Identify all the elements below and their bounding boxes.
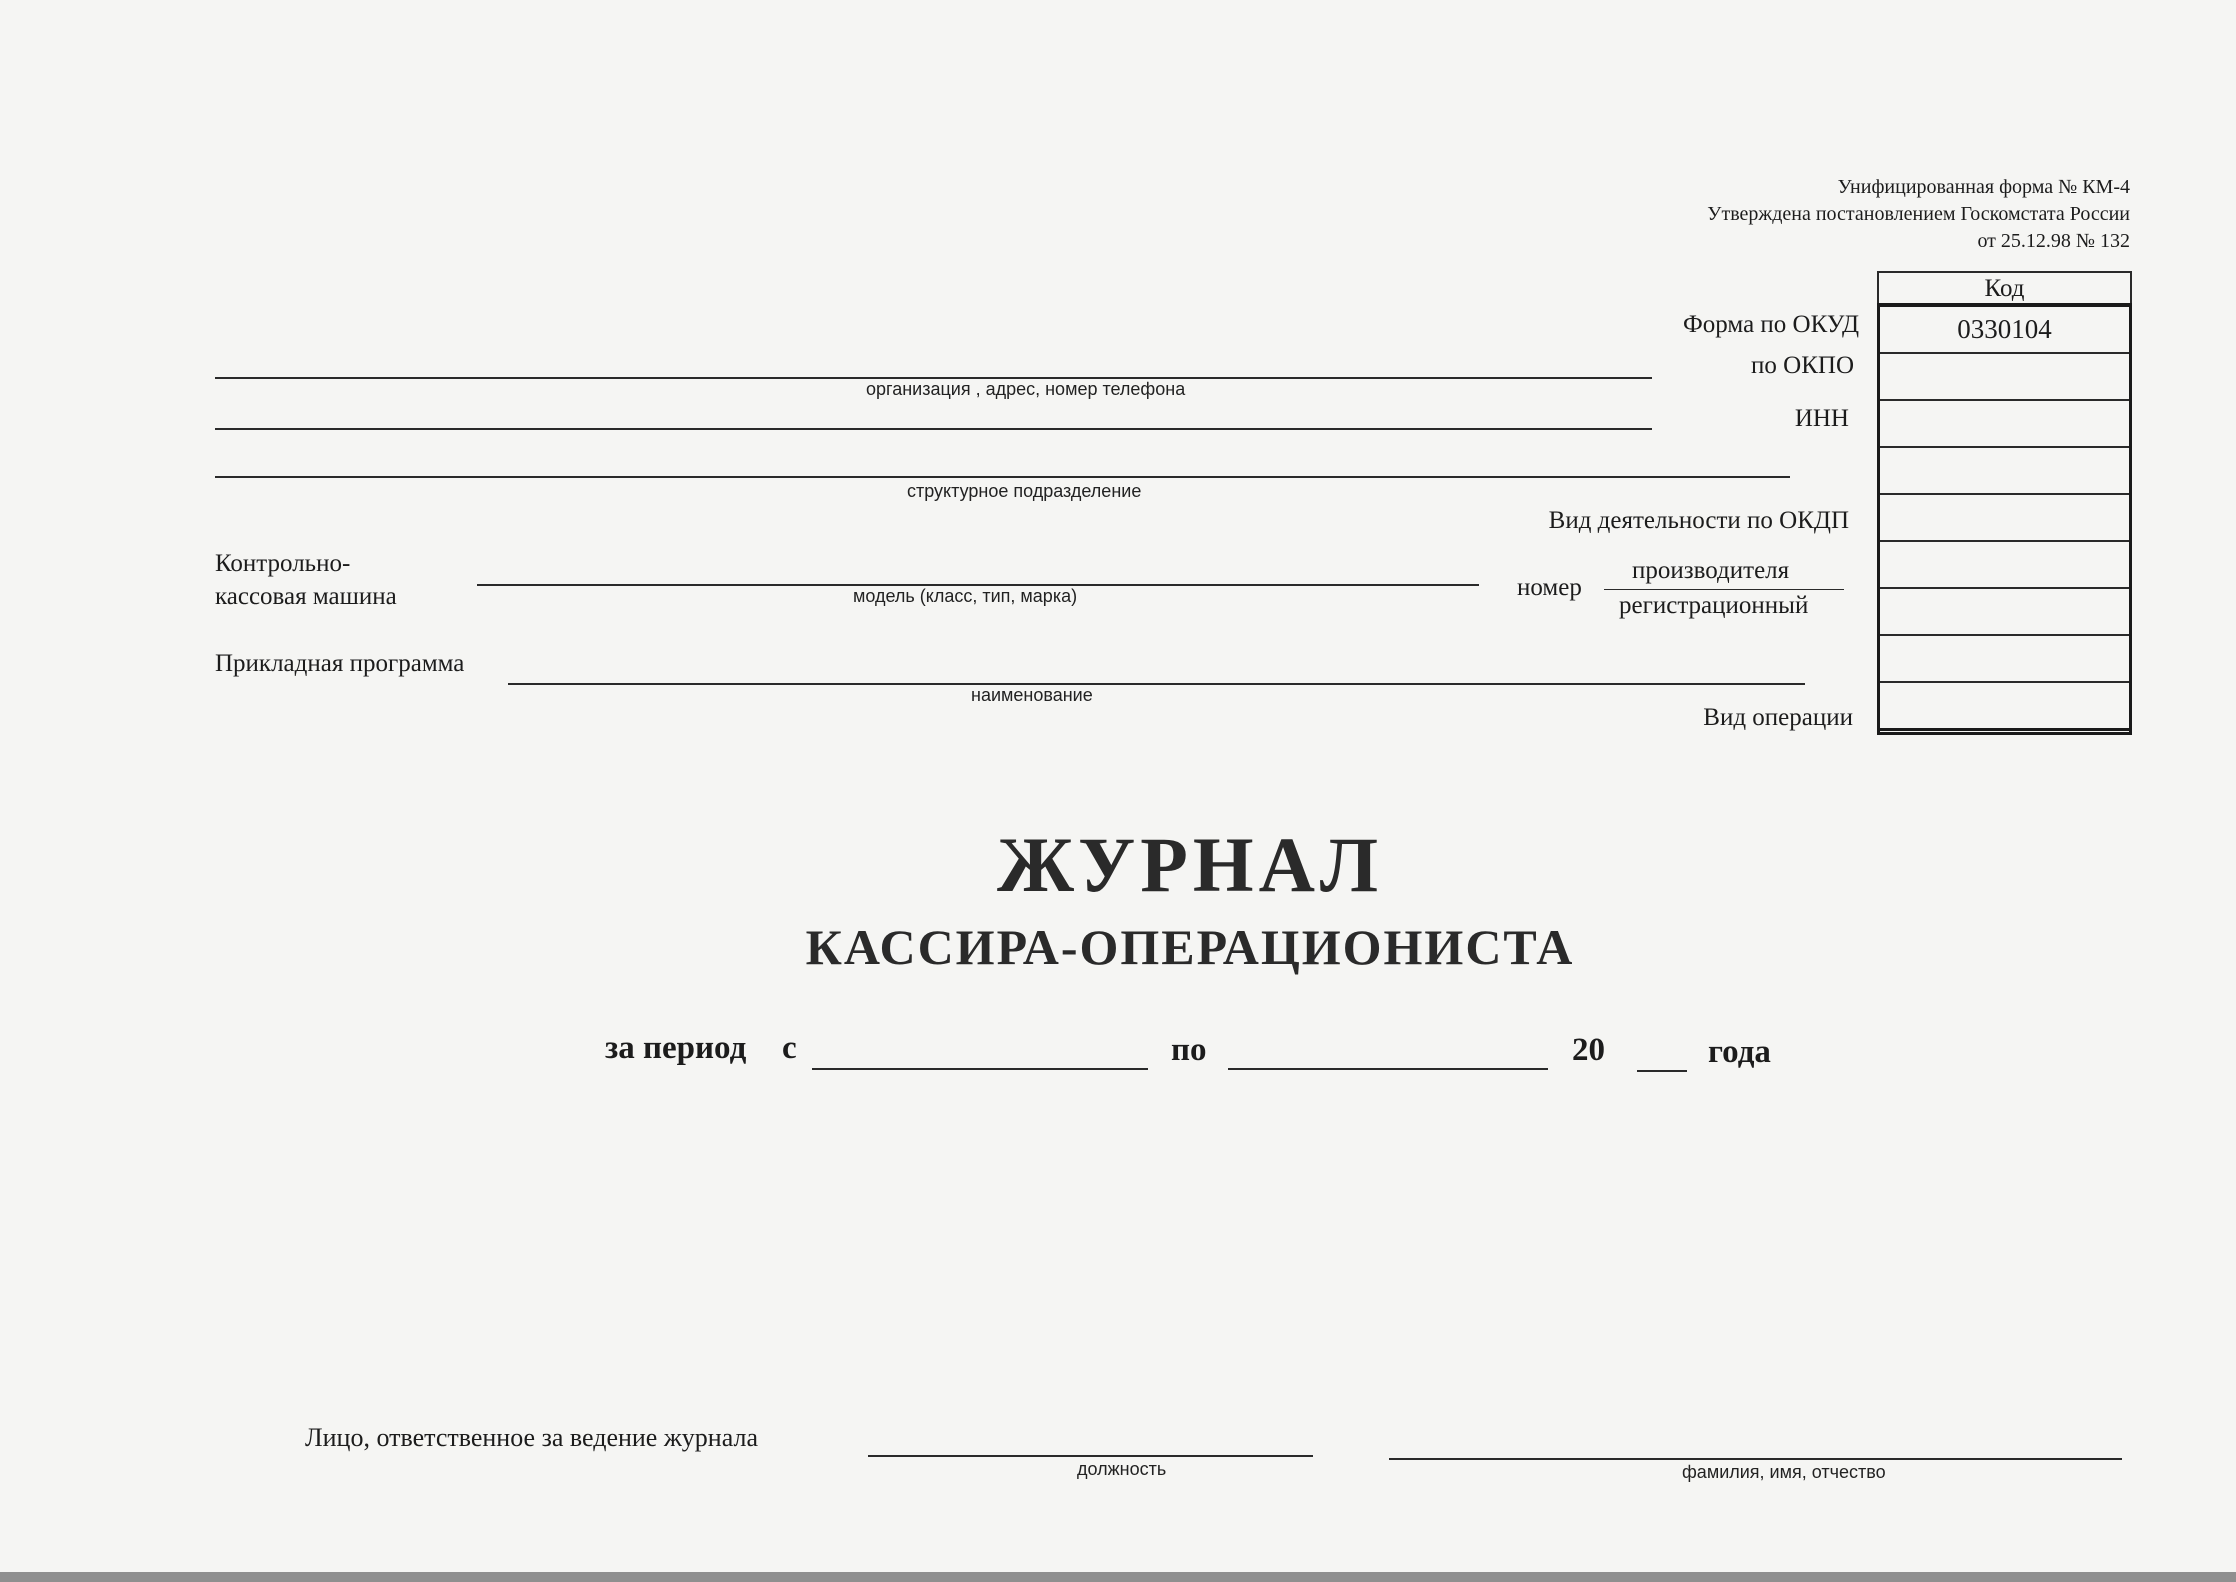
full-name-line[interactable]	[1389, 1458, 2122, 1460]
journal-title: ЖУРНАЛ	[996, 821, 1384, 908]
year-suffix: года	[1708, 1034, 1771, 1070]
operation-label: Вид операции	[1703, 704, 1853, 731]
organization-line-2[interactable]	[215, 428, 1652, 430]
okud-label: Форма по ОКУД	[1683, 311, 1859, 338]
manufacturer-label: производителя	[1632, 557, 1790, 584]
period-from-label: с	[782, 1030, 797, 1066]
organization-caption: организация , адрес, номер телефона	[866, 379, 1186, 399]
form-number-line: Унифицированная форма № КМ-4	[1837, 176, 2130, 198]
inn-code-cell[interactable]	[1878, 400, 2131, 447]
code-table	[1877, 271, 2132, 731]
division-line[interactable]	[215, 476, 1790, 478]
position-caption: должность	[1077, 1459, 1167, 1479]
kkm-label-line-1: Контрольно-	[215, 550, 351, 577]
okpo-label: по ОКПО	[1751, 352, 1854, 379]
number-divider-line	[1604, 589, 1844, 590]
okud-code-cell[interactable]: 0330104	[1878, 306, 2131, 354]
journal-subtitle: КАССИРА-ОПЕРАЦИОНИСТА	[805, 919, 1575, 975]
position-line[interactable]	[868, 1455, 1313, 1457]
manufacturer-number-cell[interactable]	[1878, 541, 2131, 588]
registration-label: регистрационный	[1619, 592, 1809, 619]
app-name-line[interactable]	[508, 683, 1805, 685]
year-line[interactable]	[1637, 1070, 1687, 1072]
approval-line: Утверждена постановлением Госкомстата России	[1707, 203, 2130, 225]
blank-code-cell[interactable]	[1878, 447, 2131, 494]
blank-code-cell-2[interactable]	[1878, 635, 2131, 682]
responsible-label: Лицо, ответственное за ведение журнала	[305, 1423, 759, 1452]
number-label: номер	[1517, 574, 1582, 601]
period-to-label: по	[1171, 1032, 1207, 1068]
kkm-model-caption: модель (класс, тип, марка)	[853, 586, 1078, 606]
app-label: Прикладная программа	[215, 650, 465, 677]
period-prefix: за период	[605, 1030, 747, 1066]
period-from-line[interactable]	[812, 1068, 1148, 1070]
year-prefix: 20	[1572, 1032, 1605, 1068]
operation-code-cell[interactable]	[1878, 682, 2131, 730]
full-name-caption: фамилия, имя, отчество	[1682, 1462, 1886, 1482]
app-name-caption: наименование	[971, 685, 1093, 705]
registration-number-cell[interactable]	[1878, 588, 2131, 635]
scan-bottom-edge	[0, 1572, 2236, 1582]
inn-label: ИНН	[1794, 405, 1849, 432]
okdp-code-cell[interactable]	[1878, 494, 2131, 541]
approval-date-line: от 25.12.98 № 132	[1977, 230, 2130, 252]
okpo-code-cell[interactable]	[1878, 353, 2131, 400]
code-column-header: Код	[1878, 272, 2131, 306]
division-caption: структурное подразделение	[907, 481, 1142, 501]
kkm-label-line-2: кассовая машина	[215, 583, 397, 610]
okdp-label: Вид деятельности по ОКДП	[1548, 507, 1849, 534]
period-to-line[interactable]	[1228, 1068, 1548, 1070]
